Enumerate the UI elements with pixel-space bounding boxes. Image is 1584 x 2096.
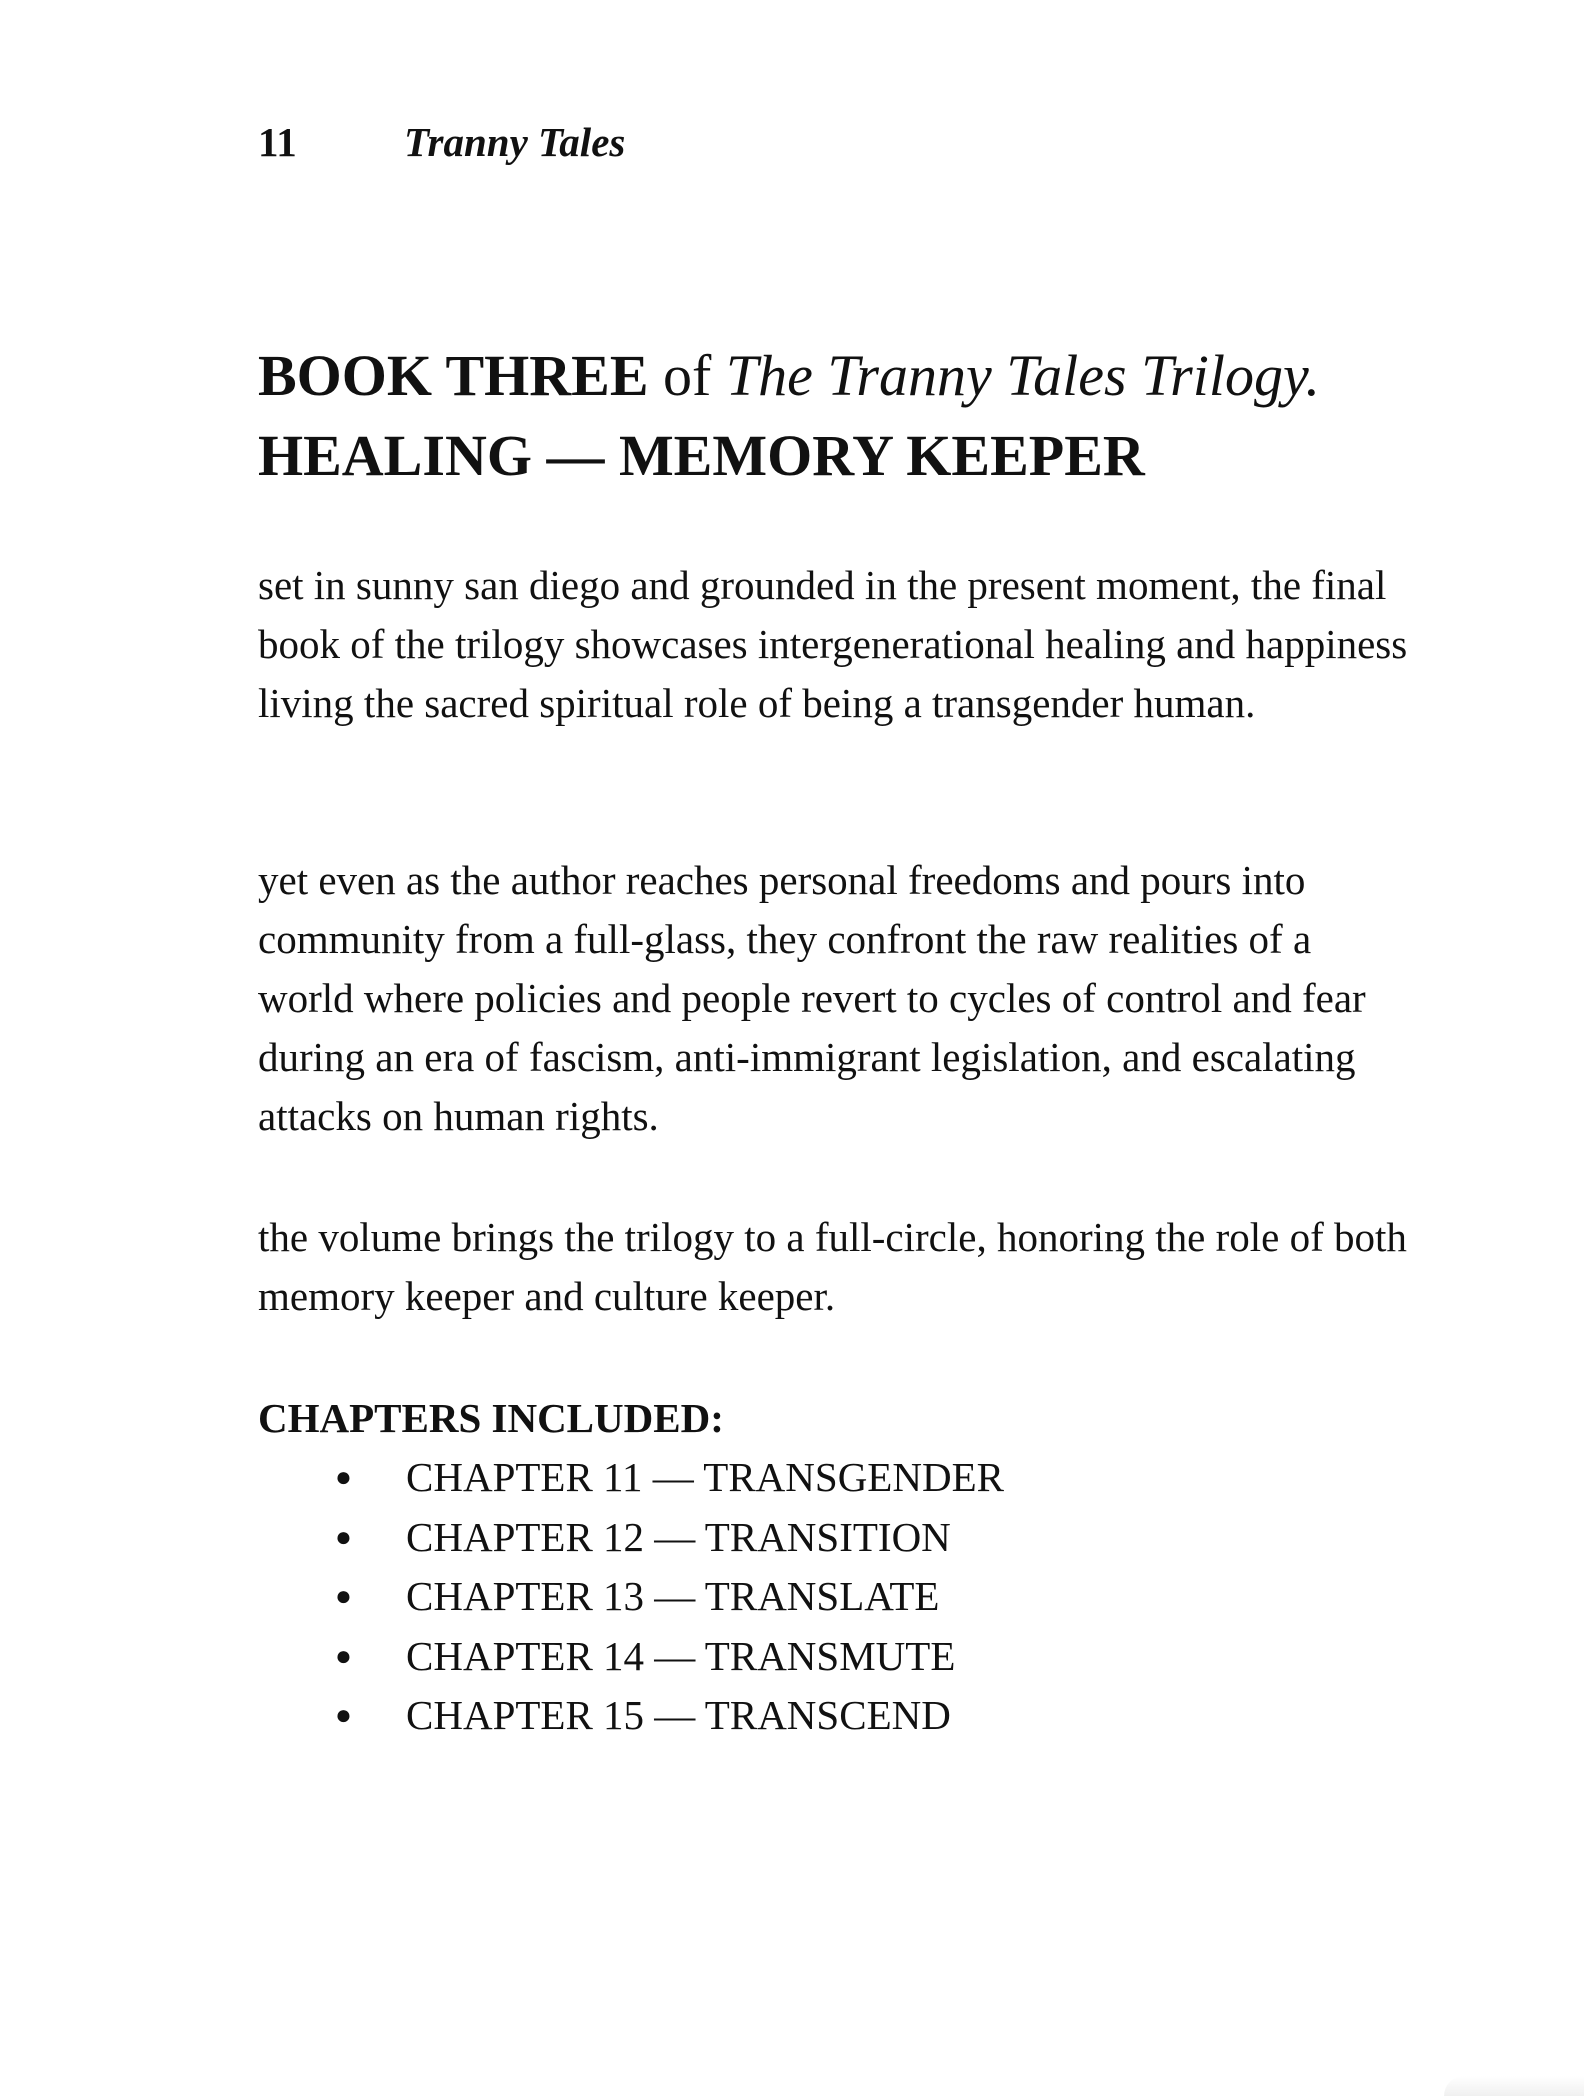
running-header [258, 112, 625, 172]
of-text: of [663, 343, 712, 408]
bullet-icon: ● [335, 1640, 352, 1672]
chapter-title: CHAPTER 12 — TRANSITION [406, 1513, 951, 1560]
running-book-title: Tranny Tales [404, 119, 626, 165]
chapter-title: CHAPTER 11 — TRANSGENDER [406, 1454, 1004, 1500]
chapter-title: CHAPTER 13 — TRANSLATE [406, 1573, 940, 1619]
chapter-title: CHAPTER 15 — TRANSCEND [406, 1692, 951, 1738]
page-number: 11 [258, 119, 297, 165]
context-paragraph: yet even as the author reaches personal freedoms and pours into community from a full-glass, they confront the raw realities of a world where policies and people revert to cycles of control and fear during an era of fascism, anti-immigrant legislation, and escalating attacks on human rights. [258, 857, 1366, 1139]
intro-paragraph: set in sunny san diego and grounded in the present moment, the final book of the trilogy showcases intergenerational healing and happiness living the sacred spiritual role of being a transgender human. [258, 562, 1408, 726]
title-line [258, 336, 1438, 416]
bullet-icon: ● [335, 1521, 352, 1553]
book-subtitle: HEALING — MEMORY KEEPER [258, 423, 1145, 488]
book-title-block [258, 336, 1438, 496]
bullet-icon: ● [335, 1700, 352, 1731]
bullet-icon: ● [335, 1462, 352, 1493]
closing-paragraph: the volume brings the trilogy to a full-circle, honoring the role of both memory keeper and culture keeper. [258, 1214, 1407, 1319]
trilogy-title: The Tranny Tales Trilogy. [725, 343, 1321, 408]
chapter-title: CHAPTER 14 — TRANSMUTE [406, 1632, 956, 1679]
page-edge-shadow [1444, 2076, 1584, 2096]
bullet-icon: ● [335, 1581, 352, 1612]
book-label: BOOK THREE [258, 343, 649, 408]
chapters-heading: CHAPTERS INCLUDED: [258, 1395, 724, 1441]
